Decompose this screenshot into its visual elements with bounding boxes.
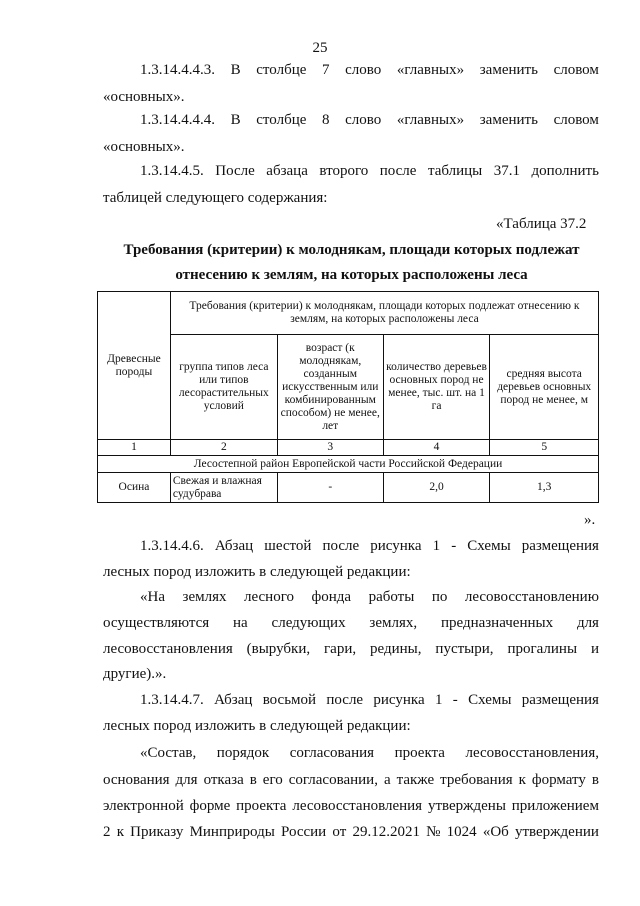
table-title-line-1: Требования (критерии) к молоднякам, площади которых подлежат <box>123 242 580 258</box>
paragraph-3-line-2: таблицей следующего содержания: <box>103 190 328 206</box>
text: таблицы <box>427 163 483 179</box>
table-row <box>98 473 599 503</box>
text: заменить <box>479 62 538 78</box>
text: столбце <box>256 112 307 128</box>
paragraph-2-line-2: «основных». <box>103 139 185 155</box>
paragraph-7-line-4 <box>103 822 599 842</box>
text: 1 <box>432 538 441 554</box>
text: Схемы <box>467 538 511 554</box>
table-label: «Таблица 37.2 <box>496 216 587 232</box>
text: после <box>322 538 360 554</box>
text: восьмой <box>262 692 317 708</box>
cell-species: Осина <box>98 473 171 503</box>
text: лесовосстановлению <box>464 589 599 605</box>
text: заменить <box>479 112 538 128</box>
text: слово <box>345 112 382 128</box>
column-number: 5 <box>490 440 599 456</box>
text: Абзац <box>214 538 254 554</box>
paragraph-6-line-1 <box>140 690 599 710</box>
table-title-line-2: отнесению к землям, на которых расположены леса <box>175 267 528 283</box>
text: 1.3.14.4.7. <box>140 692 204 708</box>
page-number: 25 <box>312 40 328 56</box>
paragraph-4-line-1 <box>140 536 599 556</box>
column-number: 4 <box>383 440 490 456</box>
text: После <box>215 163 255 179</box>
text: размещения <box>521 692 599 708</box>
text: 1.3.14.4.6. <box>140 538 204 554</box>
text: 1.3.14.4.5. <box>140 163 204 179</box>
column-number: 2 <box>170 440 277 456</box>
text: землях, <box>369 615 418 631</box>
paragraph-3-line-1 <box>140 161 599 181</box>
text: по <box>431 589 448 605</box>
text: «главных» <box>396 112 465 128</box>
header-tree-count: количество деревьев основных пород не менее, тыс. шт. на 1 га <box>383 335 490 440</box>
cell-age: - <box>277 473 383 503</box>
text: (вырубки, <box>246 641 311 657</box>
text: также <box>396 772 435 788</box>
text: Абзац <box>214 692 253 708</box>
text: основания <box>103 772 170 788</box>
text: а <box>383 772 391 788</box>
cell-tree-count: 2,0 <box>383 473 490 503</box>
text: 1024 <box>446 824 477 840</box>
text: - <box>451 538 457 554</box>
text: приложением <box>511 798 599 814</box>
text: для <box>175 772 198 788</box>
paragraph-1-line-1 <box>140 60 599 80</box>
text: в <box>249 772 257 788</box>
text: фонда <box>311 589 352 605</box>
text: утверждены <box>427 798 506 814</box>
text: пустыри, <box>435 641 494 657</box>
header-forest-type-group: группа типов леса или типов лесорастительных условий <box>170 335 277 440</box>
cell-average-height: 1,3 <box>490 473 599 503</box>
column-number: 1 <box>98 440 171 456</box>
text: 8 <box>322 112 330 128</box>
text: «Состав, <box>140 745 197 761</box>
text: 7 <box>322 62 330 78</box>
text: размещения <box>521 538 599 554</box>
text: осуществляются <box>103 615 210 631</box>
text: 1.3.14.4.4.3. <box>140 62 215 78</box>
text: рисунка <box>370 538 422 554</box>
text: абзаца <box>266 163 308 179</box>
paragraph-1-line-2: «основных». <box>103 89 185 105</box>
text: гари, <box>324 641 357 657</box>
text: «главных» <box>396 62 465 78</box>
header-age: возраст (к молоднякам, созданным искусственным или комбинированным способом) не менее, лет <box>277 335 383 440</box>
text: работы <box>368 589 415 605</box>
text: от <box>332 824 347 840</box>
text: предназначенных <box>440 615 554 631</box>
text: форме <box>189 798 231 814</box>
text: рисунка <box>373 692 425 708</box>
text: электронной <box>103 798 184 814</box>
text: словом <box>553 62 599 78</box>
text: лесовосстановления <box>292 798 423 814</box>
table-row-column-numbers <box>98 440 599 456</box>
text: следующих <box>271 615 346 631</box>
text: проекта <box>394 745 445 761</box>
text: согласования <box>289 745 375 761</box>
text: России <box>280 824 327 840</box>
text: землях <box>182 589 227 605</box>
text: столбце <box>256 62 307 78</box>
paragraph-7-line-3 <box>103 796 599 816</box>
text: отказа <box>203 772 244 788</box>
paragraph-4-line-2: лесных пород изложить в следующей редакции: <box>103 564 411 580</box>
text: № <box>426 824 441 840</box>
paragraph-2-line-1 <box>140 110 599 130</box>
requirements-table <box>97 291 599 503</box>
header-average-height: средняя высота деревьев основных пород не менее, м <box>490 335 599 440</box>
text: после <box>326 692 364 708</box>
text: к <box>116 824 124 840</box>
paragraph-6-line-2: лесных пород изложить в следующей редакции: <box>103 718 411 734</box>
text: утверждении <box>514 824 599 840</box>
paragraph-5-line-1 <box>140 587 599 607</box>
text: на <box>233 615 248 631</box>
region-row: Лесостепной район Европейской части Российской Федерации <box>98 456 599 473</box>
text: проекта <box>236 798 287 814</box>
header-requirements-group: Требования (критерии) к молоднякам, площади которых подлежат отнесению к землям, на которых расположены леса <box>170 292 598 335</box>
text: и <box>590 641 599 657</box>
text: его <box>262 772 283 788</box>
text: 2 <box>103 824 111 840</box>
cell-forest-type-group: Свежая и влажная судубрава <box>170 473 277 503</box>
text: к <box>518 772 526 788</box>
paragraph-7-line-1 <box>140 743 599 763</box>
text: редины, <box>370 641 422 657</box>
text: - <box>452 692 458 708</box>
text: Схемы <box>468 692 512 708</box>
text: в <box>591 772 599 788</box>
text: прогалины <box>507 641 578 657</box>
text: для <box>576 615 599 631</box>
text: В <box>230 112 241 128</box>
text: формату <box>531 772 586 788</box>
paragraph-5-line-4: другие).». <box>103 666 167 682</box>
text: 1.3.14.4.4.4. <box>140 112 215 128</box>
table-end-quote: ». <box>584 512 596 528</box>
paragraph-7-line-2 <box>103 770 599 790</box>
header-species: Древесные породы <box>98 292 171 440</box>
text: второго <box>319 163 369 179</box>
text: словом <box>553 112 599 128</box>
text: В <box>230 62 241 78</box>
text: дополнить <box>531 163 599 179</box>
column-number: 3 <box>277 440 383 456</box>
text: 29.12.2021 <box>352 824 420 840</box>
text: слово <box>345 62 382 78</box>
text: «На <box>140 589 165 605</box>
text: лесовосстановления <box>103 641 233 657</box>
paragraph-5-line-3 <box>103 639 599 659</box>
text: лесного <box>244 589 294 605</box>
paragraph-5-line-2 <box>103 613 599 633</box>
text: порядок <box>216 745 270 761</box>
text: требования <box>440 772 513 788</box>
text: согласовании, <box>288 772 378 788</box>
text: лесовосстановления, <box>465 745 599 761</box>
text: 37.1 <box>493 163 521 179</box>
text: шестой <box>264 538 312 554</box>
text: 1 <box>434 692 443 708</box>
text: Приказу <box>130 824 184 840</box>
text: «Об <box>482 824 509 840</box>
text: после <box>379 163 417 179</box>
text: Минприроды <box>189 824 275 840</box>
